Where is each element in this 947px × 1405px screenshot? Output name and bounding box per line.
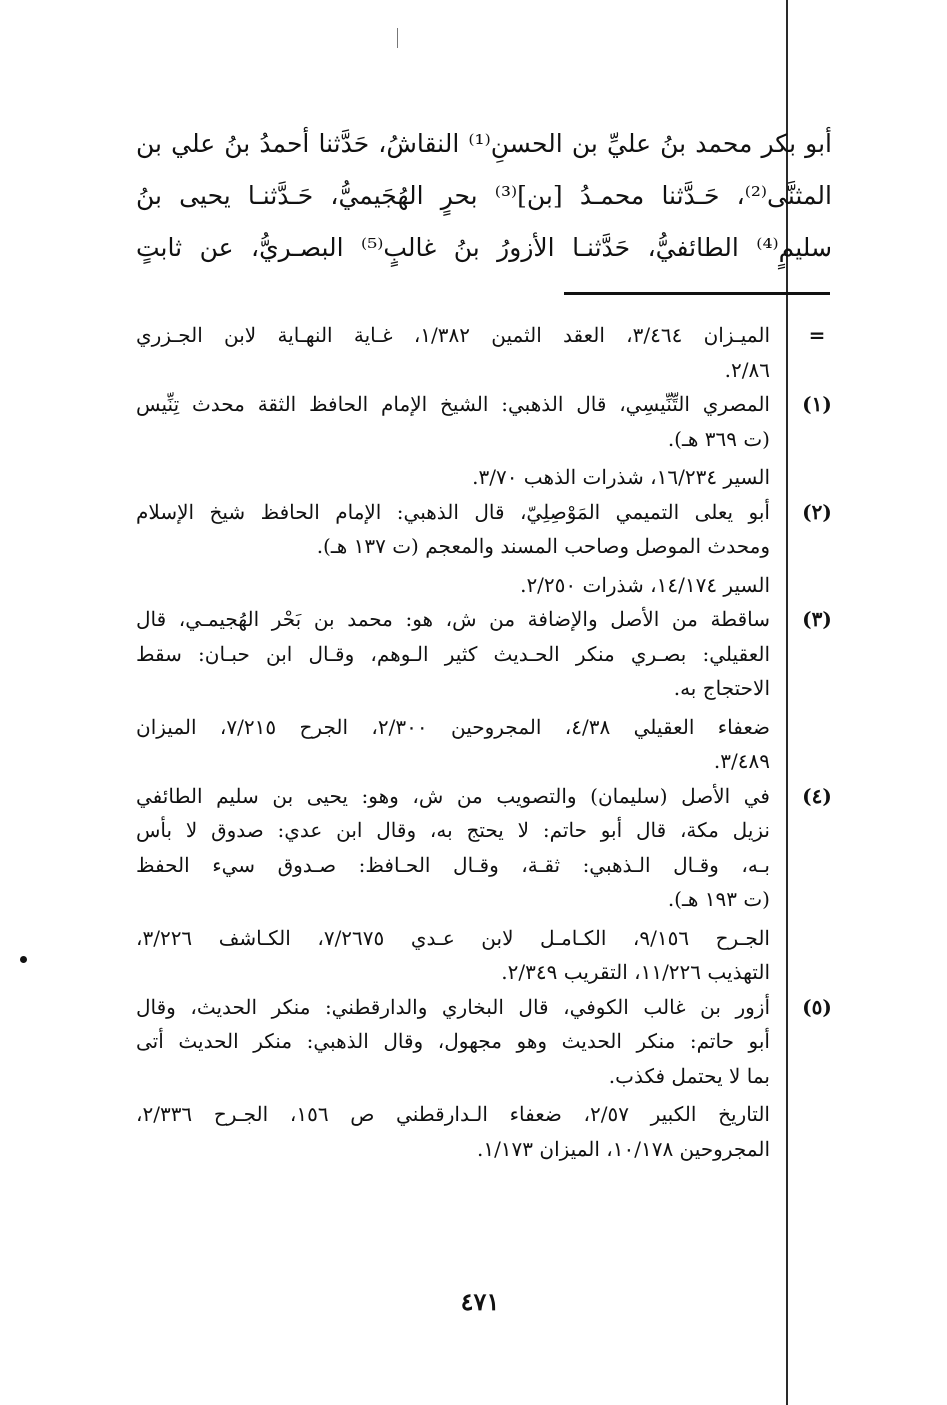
main-text-line: أبو بكر محمد بنُ عليِّ بن الحسنِ⁽¹⁾ النقاشُ، حَدَّثنا أحمدُ بنُ علي بن — [136, 129, 832, 158]
footnote-line: أبو حاتم: منكر الحديث وهو مجهول، وقال الذهبي: منكر الحديث أتى — [136, 1029, 770, 1053]
page-number: ٤٧١ — [460, 1287, 500, 1316]
main-text-block — [136, 118, 832, 274]
footnote-line: نزيل مكة، قال أبو حاتم: لا يحتج به، وقال ابن عدي: صدوق لا بأس — [136, 818, 770, 842]
footnote-line: الاحتجاج به. — [673, 676, 770, 700]
footnote-line: بما لا يحتمل فكذب. — [608, 1063, 770, 1088]
footnote-number: (٥) — [802, 994, 832, 1019]
footnote-line: ومحدث الموصل وصاحب المسند والمعجم (ت ١٣٧ هـ). — [316, 534, 770, 558]
footnotes-section — [136, 318, 840, 1166]
footnote-line: في الأصل (سليمان) والتصويب من ش، وهو: يحيى بن سليم الطائفي — [136, 783, 770, 808]
footnote-reference: ضعفاء العقيلي ٤/٣٨، المجروحين ٢/٣٠٠، الجرح ٧/٢١٥، الميزان — [136, 714, 771, 739]
footnote-4 — [136, 779, 840, 990]
footnote-line: أزور بن غالب الكوفي، قال البخاري والدارقطني: منكر الحديث، وقال — [136, 994, 770, 1019]
footnote-continuation — [136, 318, 840, 387]
footnote-3 — [136, 602, 840, 779]
footnote-reference: السير ١٤/١٧٤، شذرات ٢/٢٥٠. — [520, 572, 770, 597]
footnote-number: (٣) — [802, 607, 832, 631]
footnote-number: (٤) — [802, 783, 832, 808]
footnote-5 — [136, 990, 840, 1167]
footnote-2 — [136, 495, 840, 603]
footnote-1 — [136, 387, 840, 495]
footnote-separator — [564, 292, 830, 295]
footnote-marker: = — [808, 323, 826, 347]
footnote-line: المصري التِّنِّيسِي، قال الذهبي: الشيخ الإمام الحافظ الثقة محدث تِنِّيس — [136, 392, 770, 416]
footnote-line: ساقطة من الأصل والإضافة من ش، هو: محمد بن بَحْر الهُجيمـي، قال — [136, 607, 770, 631]
footnote-line: بـه، وقـال الـذهبي: ثقـة، وقـال الحـافظ: صـدوق سيء الحفظ — [136, 852, 770, 877]
footnote-line: الميـزان ٣/٤٦٤، العقد الثمين ١/٣٨٢، غـاية النهـاية لابن الجـزري — [136, 323, 770, 347]
footnote-reference: ٣/٤٨٩. — [713, 749, 770, 773]
footnote-line: (ت ٣٦٩ هـ). — [667, 426, 770, 451]
footnote-reference: التهذيب ١١/٢٢٦، التقريب ٢/٣٤٩. — [501, 960, 770, 984]
footnote-number: (١) — [802, 392, 832, 416]
main-text-line: سليمٍ⁽⁴⁾ الطائفيُّ، حَدَّثنـا الأزورُ بنُ غالبٍ⁽⁵⁾ البصـريُّ، عن ثابتٍ — [136, 233, 833, 262]
footnote-reference: السير ١٦/٢٣٤، شذرات الذهب ٣/٧٠. — [472, 465, 770, 489]
footnote-number: (٢) — [802, 499, 832, 524]
footnote-reference: التاريخ الكبير ٢/٥٧، ضعفاء الـدارقطني ص ١٥٦، الجـرح ٢/٣٣٦، — [136, 1102, 770, 1126]
footnote-reference: الجـرح ٩/١٥٦، الكـامـل لابن عـدي ٧/٢٦٧٥، الكـاشف ٣/٢٢٦، — [136, 925, 770, 950]
footnote-reference: المجروحين ١٠/١٧٨، الميزان ١/١٧٣. — [476, 1136, 770, 1161]
footnote-line: (ت ١٩٣ هـ). — [667, 887, 770, 911]
footnote-line: العقيلي: بصـري منكر الحـديث كثير الـوهم، وقـال ابن حبـان: سقط — [136, 641, 770, 666]
scan-mark-top — [397, 28, 398, 48]
footnote-line: أبو يعلى التميمي المَوْصِلِيّ، قال الذهبي: الإمام الحافظ شيخ الإسلام — [136, 499, 770, 524]
main-text-line: المثنَّى⁽²⁾، حَـدَّثنا محمـدُ [بن]⁽³⁾ بحرٍ الهُجَيميُّ، حَـدَّثنـا يحيى بنُ — [136, 181, 832, 210]
scan-speck — [20, 956, 27, 963]
footnote-line: ٢/٨٦. — [724, 357, 770, 382]
